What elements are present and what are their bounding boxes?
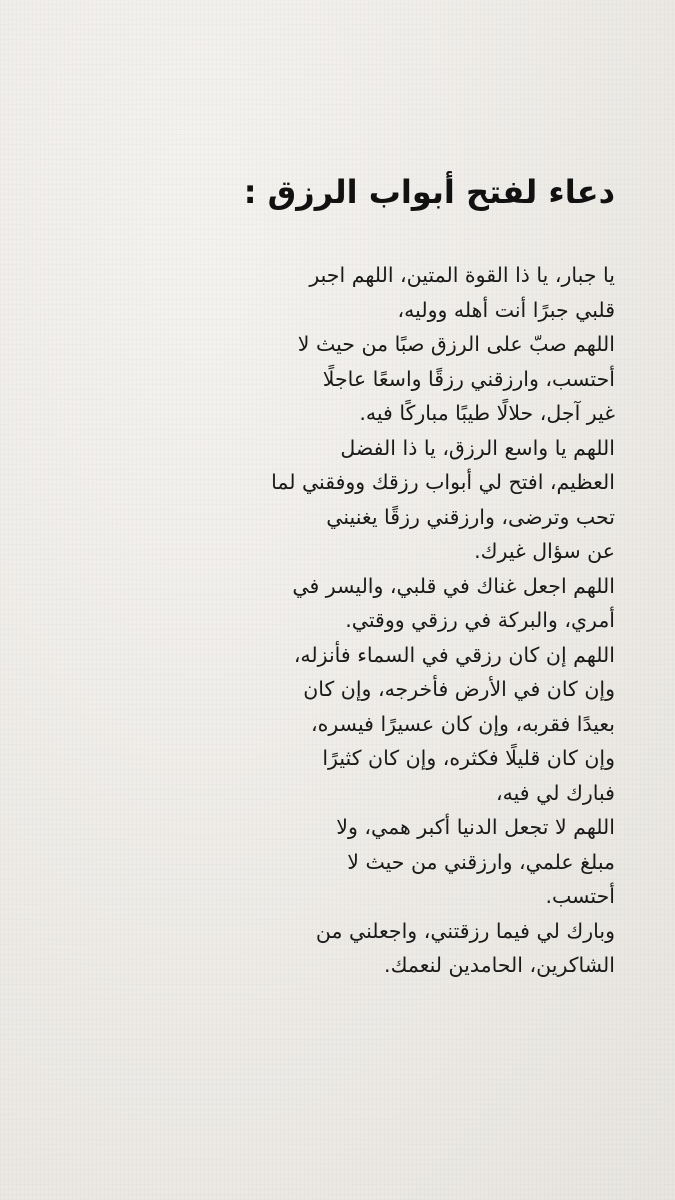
prayer-line: العظيم، افتح لي أبواب رزقك ووفقني لما [271,470,615,494]
prayer-line: قلبي جبرًا أنت أهله ووليه، [397,297,615,322]
page-title: دعاء لفتح أبواب الرزق : [243,173,615,211]
prayer-line: اللهم صبّ على الرزق صبًا من حيث لا [297,332,615,356]
prayer-line: أحتسب. [545,884,615,908]
prayer-line: الشاكرين، الحامدين لنعمك. [384,953,615,977]
prayer-line: أحتسب، وارزقني رزقًا واسعًا عاجلًا [322,366,615,391]
prayer-line: يا جبار، يا ذا القوة المتين، اللهم اجبر [309,263,615,287]
prayer-line: أمري، والبركة في رزقي ووقتي. [345,608,615,632]
prayer-line: اللهم إن كان رزقي في السماء فأنزله، [293,642,615,667]
prayer-line: وبارك لي فيما رزقتني، واجعلني من [315,918,615,943]
prayer-line: وإن كان قليلًا فكثره، وإن كان كثيرًا [322,746,615,770]
prayer-line: اللهم لا تجعل الدنيا أكبر همي، ولا [336,815,615,839]
prayer-line: اللهم اجعل غناك في قلبي، واليسر في [292,573,615,598]
prayer-line: مبلغ علمي، وارزقني من حيث لا [347,849,615,874]
prayer-line: فبارك لي فيه، [496,780,615,805]
prayer-line: غير آجل، حلالًا طيبًا مباركًا فيه. [359,401,615,425]
prayer-text [75,258,615,983]
prayer-line: تحب وترضى، وارزقني رزقًا يغنيني [326,504,615,529]
prayer-line: عن سؤال غيرك. [474,539,615,563]
prayer-line: وإن كان في الأرض فأخرجه، وإن كان [303,677,615,701]
prayer-line: اللهم يا واسع الرزق، يا ذا الفضل [340,435,615,460]
prayer-line: بعيدًا فقربه، وإن كان عسيرًا فيسره، [311,711,615,736]
